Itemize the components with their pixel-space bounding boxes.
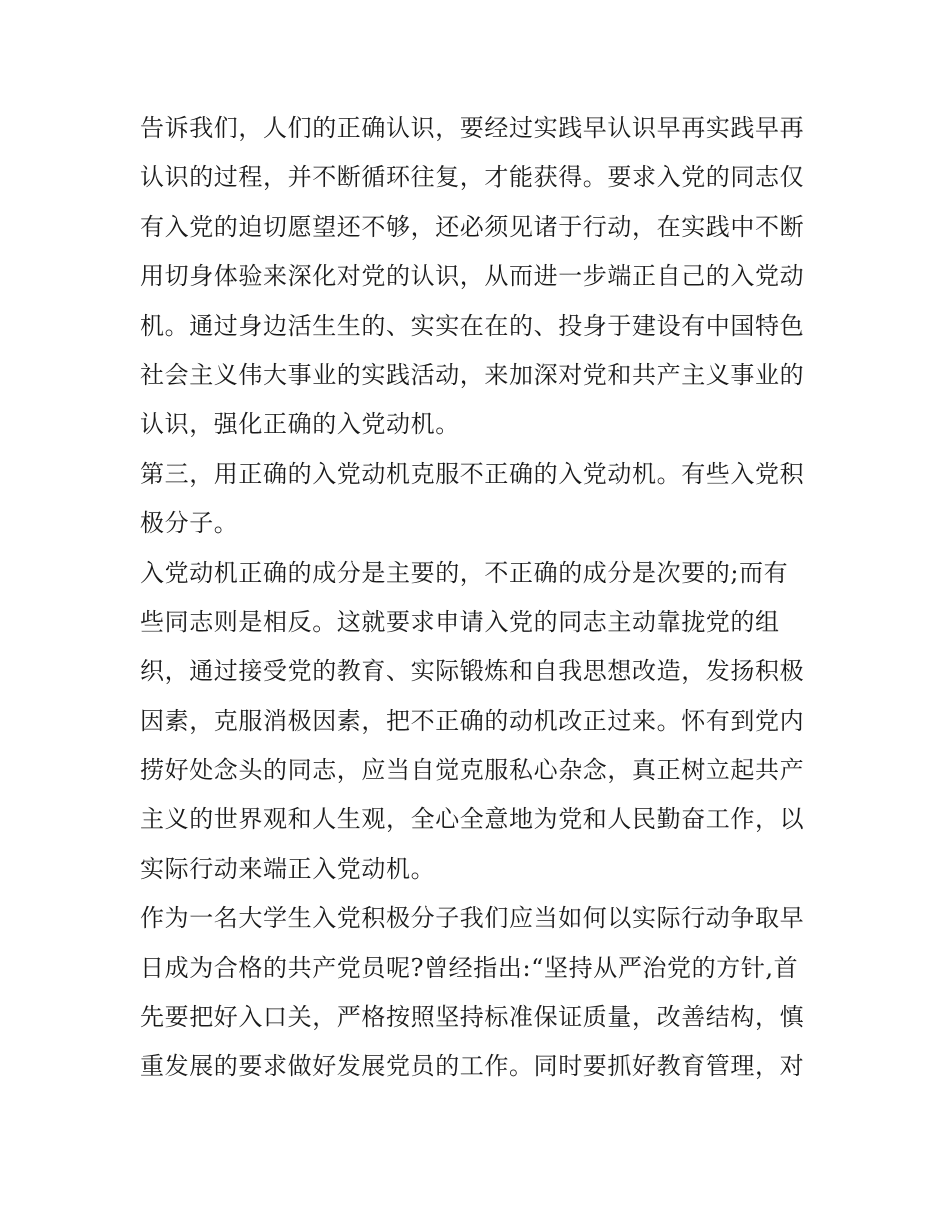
text-line: 用切身体验来深化对党的认识，从而进一步端正自己的入党动 xyxy=(140,262,805,291)
text-line: 入党动机正确的成分是主要的，不正确的成分是次要的;而有 xyxy=(140,558,789,587)
text-line: 织，通过接受党的教育、实际锻炼和自我思想改造，发扬积极 xyxy=(140,657,805,686)
text-line: 机。通过身边活生生的、实实在在的、投身于建设有中国特色 xyxy=(140,311,805,340)
text-line: 先要把好入口关，严格按照坚持标准保证质量，改善结构，慎 xyxy=(140,1003,805,1032)
text-line: 主义的世界观和人生观，全心全意地为党和人民勤奋工作，以 xyxy=(140,805,805,834)
text-line: 重发展的要求做好发展党员的工作。同时要抓好教育管理，对 xyxy=(140,1052,805,1081)
text-line: 些同志则是相反。这就要求申请入党的同志主动靠拢党的组 xyxy=(140,607,780,636)
text-line: 有入党的迫切愿望还不够，还必须见诸于行动，在实践中不断 xyxy=(140,212,805,241)
text-line: 因素，克服消极因素，把不正确的动机改正过来。怀有到党内 xyxy=(140,706,805,735)
body-text xyxy=(140,104,830,1092)
text-line: 社会主义伟大事业的实践活动，来加深对党和共产主义事业的 xyxy=(140,360,805,389)
text-line: 认识，强化正确的入党动机。 xyxy=(140,410,460,439)
text-line: 告诉我们，人们的正确认识，要经过实践早认识早再实践早再 xyxy=(140,114,805,142)
text-line: 日成为合格的共产党员呢?曾经指出:“坚持从严治党的方针,首 xyxy=(140,953,799,982)
text-line: 认识的过程，并不断循环往复，才能获得。要求入党的同志仅 xyxy=(140,163,805,192)
text-line: 捞好处念头的同志，应当自觉克服私心杂念，真正树立起共产 xyxy=(140,756,805,785)
text-line: 作为一名大学生入党积极分子我们应当如何以实际行动争取早 xyxy=(140,904,805,933)
text-line: 极分子。 xyxy=(140,509,239,538)
text-line: 实际行动来端正入党动机。 xyxy=(140,854,436,883)
text-line: 第三，用正确的入党动机克服不正确的入党动机。有些入党积 xyxy=(140,459,805,488)
